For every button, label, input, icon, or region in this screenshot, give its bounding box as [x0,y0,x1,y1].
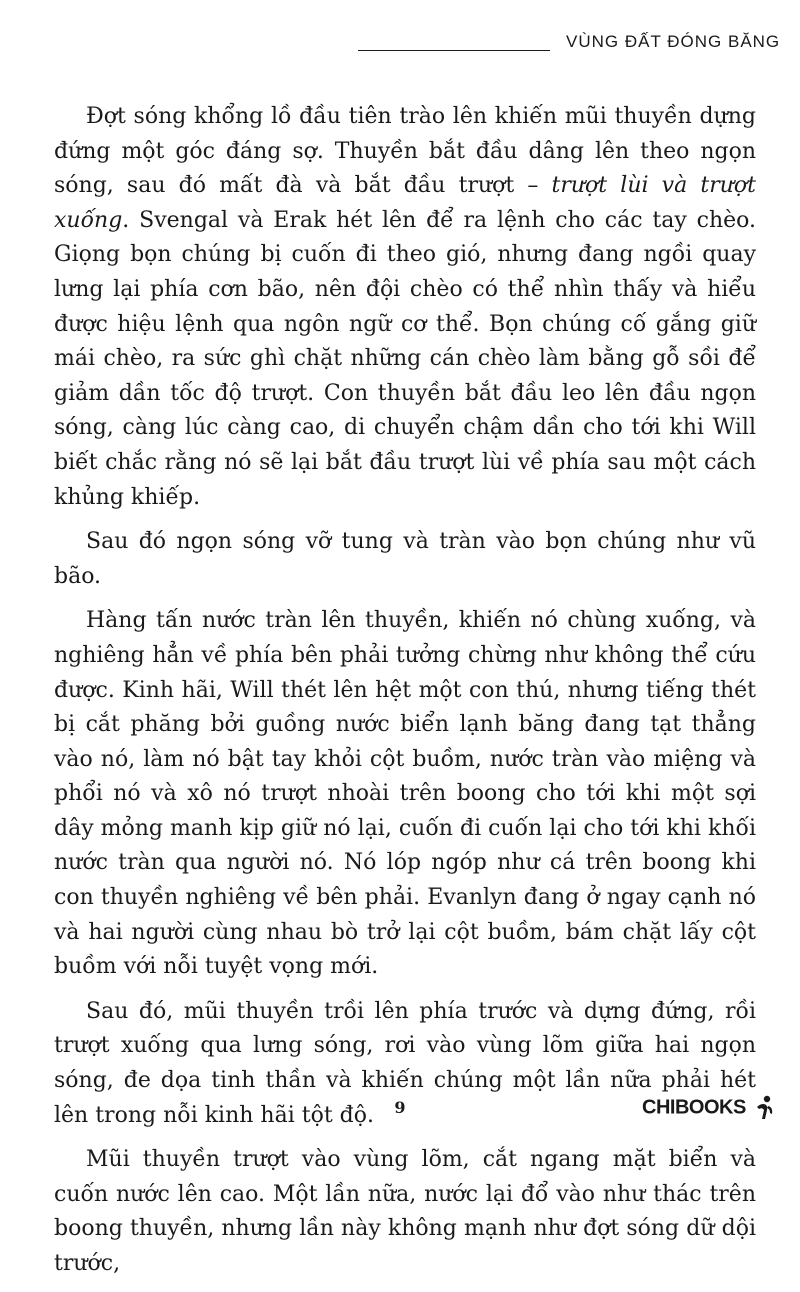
page-number: 9 [394,1098,406,1117]
paragraph-1-text-end: . Svengal và Erak hét lên để ra lệnh cho các tay chèo. Giọng bọn chúng bị cuốn đi theo gió, nhưng đang ngồi quay lưng lại phía cơn bão, nên đội chèo có thể nhìn thấy và hiểu được hiệu lệnh qua ngôn ngữ cơ thể. Bọn chúng cố gắng giữ mái chèo, ra sức ghì chặt những cán chèo làm bằng gỗ sồi để giảm dần tốc độ trượt. Con thuyền bắt đầu leo lên đầu ngọn sóng, càng lúc càng cao, di chuyển chậm dần cho tới khi Will biết chắc rằng nó sẽ lại bắt đầu trượt lùi về phía sau một cách khủng khiếp. [54,207,756,510]
book-figure-icon [753,1095,775,1121]
paragraph-1 [54,100,756,515]
book-title: VÙNG ĐẤT ĐÓNG BĂNG [566,32,781,51]
paragraph-1-text-start: Đợt sóng khổng lồ đầu tiên trào lên khiến mũi thuyền dựng đứng một góc đáng sợ. Thuyền bắt đầu dâng lên theo ngọn sóng, sau đó mất đà và bắt đầu trượt – [54,104,756,199]
paragraph-4: Sau đó, mũi thuyền trồi lên phía trước và dựng đứng, rồi trượt xuống qua lưng sóng, rơi vào vùng lõm giữa hai ngọn sóng, đe dọa tinh thần và khiến chúng một lần nữa phải hét lên trong nỗi kinh hãi tột độ. [54,998,756,1128]
publisher-name: CHIBOOKS [642,1096,746,1119]
header-rule [358,50,550,51]
paragraph-1-italic: trượt lùi và trượt xuống [54,173,756,233]
publisher-logo [642,1095,775,1121]
running-header [358,32,781,60]
paragraph-2: Sau đó ngọn sóng vỡ tung và tràn vào bọn chúng như vũ bão. [54,529,756,589]
paragraph-3: Hàng tấn nước tràn lên thuyền, khiến nó chùng xuống, và nghiêng hẳn về phía bên phải tưởng chừng như không thể cứu được. Kinh hãi, Will thét lên hệt một con thú, nhưng tiếng thét bị cắt phăng bởi guồng nước biển lạnh băng đang tạt thẳng vào nó, làm nó bật tay khỏi cột buồm, nước tràn vào miệng và phổi nó và xô nó trượt nhoài trên boong cho tới khi một sợi dây mỏng manh kịp giữ nó lại, cuốn đi cuốn lại cho tới khi khối nước tràn qua người nó. Nó lóp ngóp như cá trên boong khi con thuyền nghiêng về bên phải. Evanlyn đang ở ngay cạnh nó và hai người cùng nhau bò trở lại cột buồm, bám chặt lấy cột buồm với nỗi tuyệt vọng mới. [54,608,756,980]
paragraph-5: Mũi thuyền trượt vào vùng lõm, cắt ngang mặt biển và cuốn nước lên cao. Một lần nữa, nước lại đổ vào như thác trên boong thuyền, nhưng lần này không mạnh như đợt sóng dữ dội trước, [54,1147,756,1276]
